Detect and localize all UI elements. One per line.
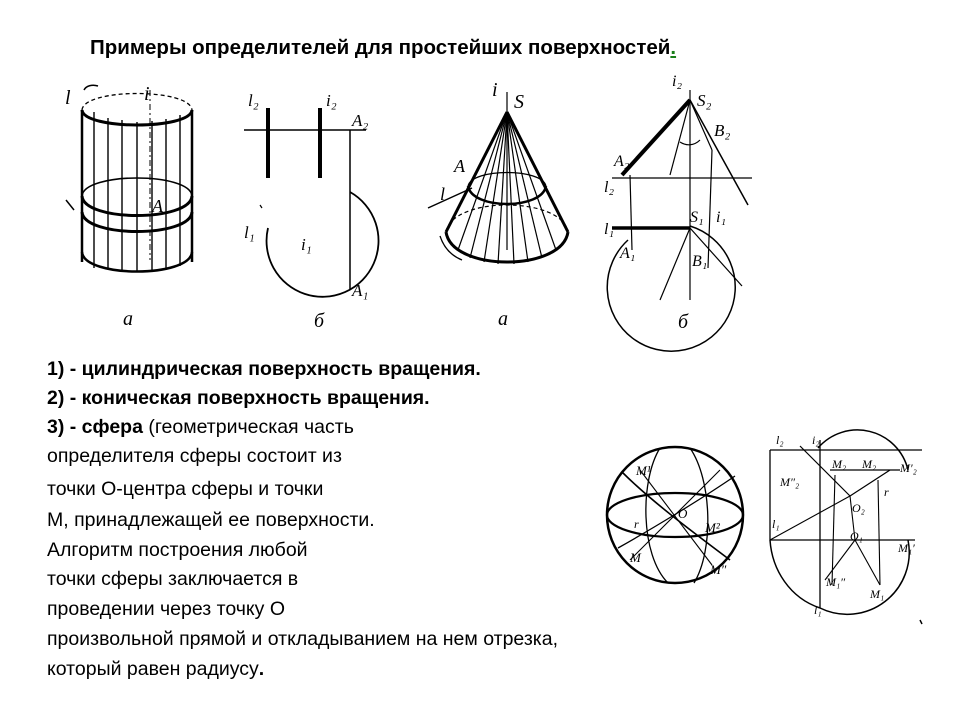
coneproj-label-a1: A₁	[620, 245, 636, 262]
coneproj-label-b2: B₂	[714, 121, 731, 140]
cylinder-label-i: i	[144, 83, 150, 105]
coneproj-caption: б	[678, 311, 689, 333]
cylinder-label-a: A	[152, 196, 163, 216]
cylproj-label-a1: A₁	[352, 281, 369, 300]
text-line-6: М, принадлежащей ее поверхности.	[47, 509, 375, 531]
cylproj-label-l2: l₂	[248, 91, 259, 110]
item-sphere-bold: 3) - сфера	[47, 416, 143, 438]
sphere-label-mn: M″	[710, 562, 727, 577]
text-line-9: проведении через точку О	[47, 598, 285, 620]
coneproj-label-a2: A₂	[614, 153, 630, 170]
sphproj-label-l2: l₂	[776, 433, 784, 447]
sphere-label-m1: M¹	[636, 463, 651, 478]
cone-label-s: S	[514, 91, 524, 113]
sphproj-label-o1: O₁	[850, 529, 863, 543]
sphere-label-m: M	[630, 550, 641, 565]
text-line-8: точки сферы заключается в	[47, 568, 299, 590]
text-line-5: точки О-центра сферы и точки	[47, 478, 324, 500]
item-cylinder: 1) - цилиндрическая поверхность вращения.	[47, 358, 481, 380]
coneproj-label-l2: l₂	[604, 179, 615, 196]
cone-figure	[428, 92, 568, 264]
coneproj-label-i2: i₂	[672, 73, 683, 90]
sphproj-label-m2: M₂	[832, 457, 847, 471]
sphere-label-o: O	[678, 506, 688, 521]
title-link-dot[interactable]: .	[670, 36, 677, 59]
cylproj-label-a2: A₂	[352, 111, 369, 130]
text-line-11	[47, 657, 264, 681]
text-line-7: Алгоритм построения любой	[47, 539, 308, 561]
slide-title-text: Примеры определителей для простейших поверхностей	[90, 36, 671, 59]
coneproj-label-s2: S₂	[697, 91, 712, 110]
coneproj-label-l1: l₁	[604, 221, 615, 238]
item-cone: 2) - коническая поверхность вращения.	[47, 387, 430, 409]
item-sphere-rest: (геометрическая часть	[142, 416, 354, 438]
sphproj-label-o2: O₂	[852, 501, 865, 515]
sphproj-label-m1pp: M₁″	[826, 575, 846, 589]
cylinder-label-l: l	[65, 87, 71, 109]
cone-label-a: A	[454, 156, 465, 176]
cylproj-label-i1: i₁	[301, 235, 312, 254]
sphproj-label-m2c: M₂	[862, 457, 877, 471]
sphere-label-r: r	[634, 517, 639, 531]
cylproj-label-i2: i₂	[326, 91, 337, 110]
sphproj-label-i2: i₂	[812, 433, 820, 447]
sphproj-label-m1p: M₁′	[898, 541, 915, 555]
sphere-label-m2: M²	[705, 520, 720, 535]
cylinder-projection-figure	[244, 108, 379, 297]
coneproj-label-i1: i₁	[716, 209, 727, 226]
coneproj-label-b1: B₁	[692, 253, 708, 270]
cylinder-figure	[66, 85, 192, 272]
text-line-11-main: который равен радиусу	[47, 658, 259, 680]
coneproj-label-s1: S₁	[690, 209, 704, 226]
sphproj-label-m1: M₁	[870, 587, 885, 601]
sphproj-label-r: r	[884, 485, 889, 499]
cone-caption: а	[498, 308, 508, 330]
sphproj-label-m2b: M″₂	[780, 475, 800, 489]
cylproj-label-l1: l₁	[244, 223, 255, 242]
text-line-11-end: .	[258, 658, 265, 680]
cylinder-caption: а	[123, 308, 133, 330]
text-line-10: произвольной прямой и откладыванием на нем отрезка,	[47, 628, 558, 650]
cone-label-i: i	[492, 79, 498, 101]
text-line-4: определителя сферы состоит из	[47, 445, 342, 467]
item-sphere	[47, 415, 354, 439]
cone-label-l: l	[440, 184, 446, 204]
sphproj-label-m2d: M′₂	[900, 461, 917, 475]
sphproj-label-l1: l₁	[772, 517, 780, 531]
sphproj-label-l1b: l₁	[814, 603, 822, 617]
cylproj-caption: б	[314, 310, 325, 332]
